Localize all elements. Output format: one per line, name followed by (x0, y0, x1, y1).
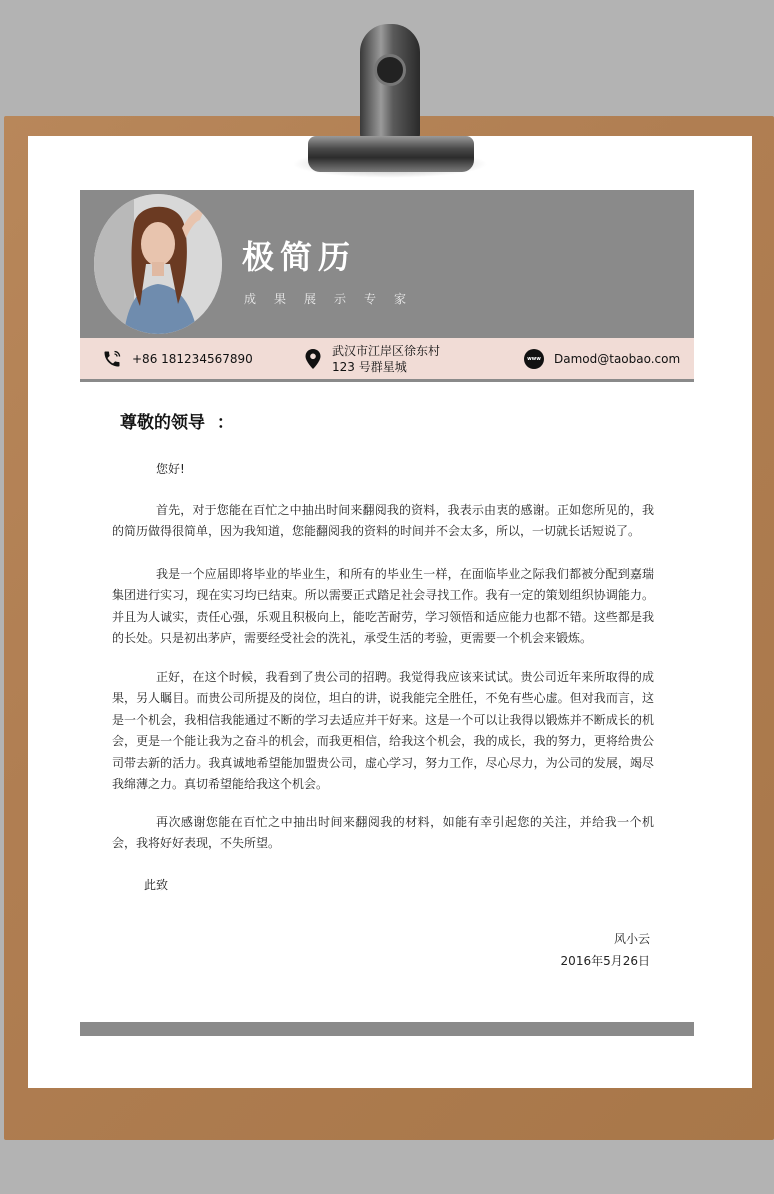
contact-address (304, 338, 440, 379)
letter-signature (520, 928, 650, 972)
footer-bar (80, 1022, 694, 1036)
signature-name: 风小云 (613, 932, 650, 946)
binder-clip (308, 136, 474, 172)
letter-paragraph-3: 正好，在这个时候，我看到了贵公司的招聘。我觉得我应该来试试。贵公司近年来所取得的成果，另人瞩目。而贵公司所提及的岗位，坦白的讲，说我能完全胜任，不免有些心虚。但对我而言，这是一个机会，我相信我能通过不断的学习去适应并干好来。这是一个可以让我得以锻炼并不断成长的机会，更是一个能让我为之奋斗的机会，而我更相信，给我这个机会，我的成长，我的努力，更将给贵公司带去新的活力。我真诚地希望能加盟贵公司，虚心学习，努力工作，尽心尽力，为公司的发展，竭尽我绵薄之力。真切希望能给我这个机会。 (112, 670, 654, 792)
avatar-photo (94, 194, 222, 334)
letter-paragraph-4: 再次感谢您能在百忙之中抽出时间来翻阅我的材料，如能有幸引起您的关注，并给我一个机会，我将好好表现，不失所望。 (112, 815, 654, 851)
contact-phone (102, 338, 253, 379)
www-icon: www (524, 349, 544, 369)
address-line-2: 123 号群星城 (332, 359, 407, 374)
address (332, 343, 440, 375)
signature-date: 2016年5月26日 (560, 954, 650, 968)
phone-number: +86 181234567890 (132, 351, 253, 366)
resume-title: 极简历 (242, 238, 357, 276)
letter-salutation: 尊敬的领导 ： (120, 413, 234, 433)
email-address: Damod@taobao.com (554, 351, 681, 366)
letter-paragraph-2: 我是一个应届即将毕业的毕业生，和所有的毕业生一样，在面临毕业之际我们都被分配到嘉瑞集团进行实习，现在实习均已结束。所以需要正式踏足社会寻找工作。我有一定的策划组织协调能力。并且为人诚实，责任心强，乐观且积极向上，能吃苦耐劳，学习领悟和适应能力也都不错。这些都是我的长处。只是初出茅庐，需要经受社会的洗礼，承受生活的考验，更需要一个机会来锻炼。 (112, 567, 654, 646)
contact-email (524, 338, 680, 379)
phone-icon (102, 349, 122, 369)
location-pin-icon (304, 348, 322, 370)
contact-bar (80, 338, 694, 382)
letter-closing: 此致 (144, 878, 169, 892)
letter-greeting: 您好! (156, 462, 185, 476)
avatar (94, 194, 222, 334)
binder-clip-hole (374, 54, 406, 86)
resume-subtitle: 成果展示专家 (244, 292, 425, 306)
address-line-1: 武汉市江岸区徐东村 (332, 343, 441, 358)
letter-paragraph-1: 首先，对于您能在百忙之中抽出时间来翻阅我的资料，我表示由衷的感谢。正如您所见的，我的简历做得很简单，因为我知道，您能翻阅我的资料的时间并不会太多，所以，一切就长话短说了。 (112, 503, 654, 539)
